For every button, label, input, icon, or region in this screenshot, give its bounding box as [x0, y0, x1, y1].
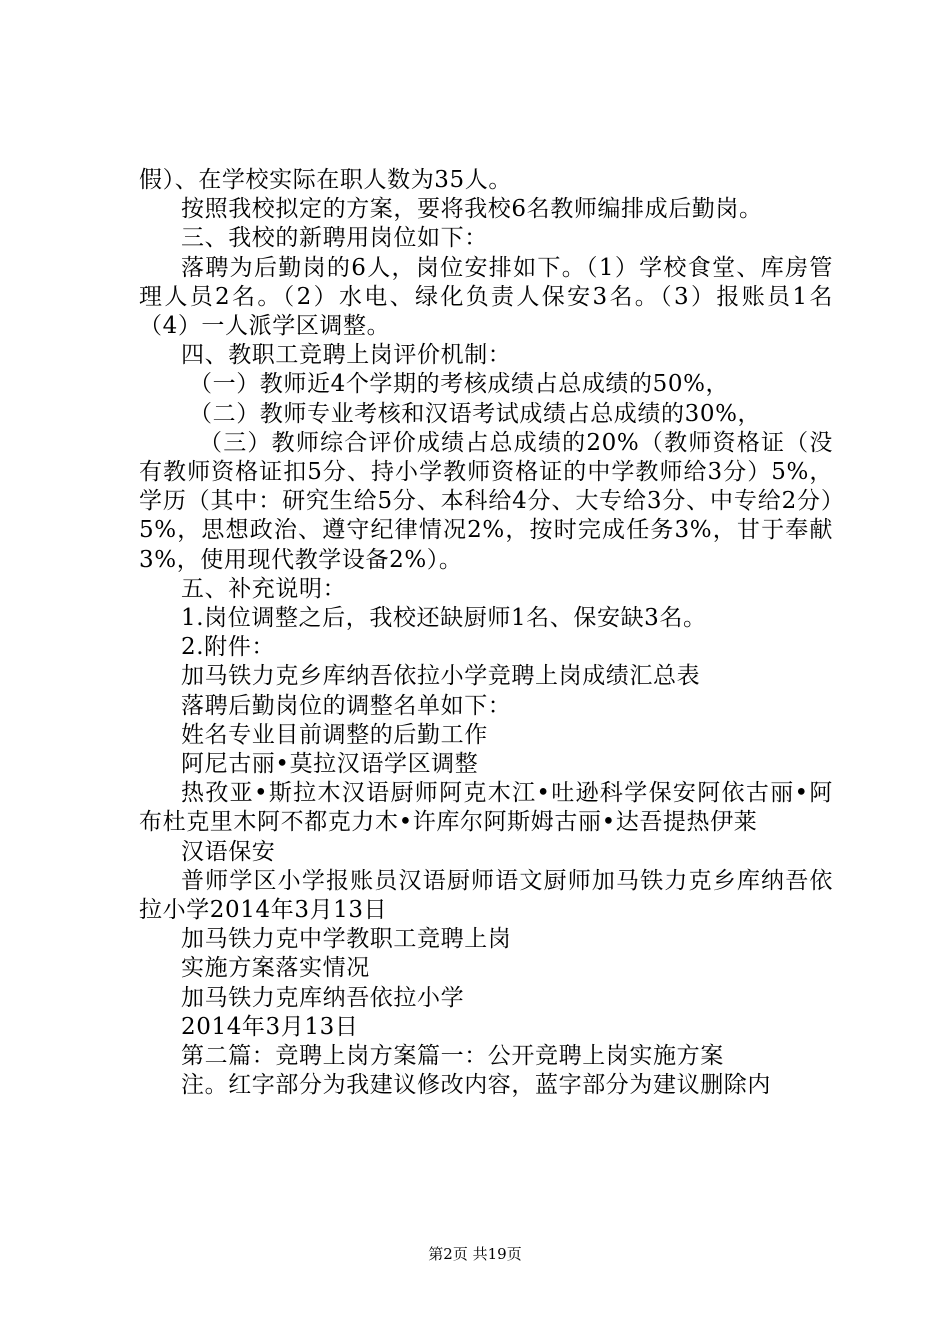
- list-entry: 汉语保安: [181, 838, 276, 865]
- list-entry: 普师学区小学报账员汉语厨师语文厨师加马铁力克乡库纳吾依拉小学2014年3月13日: [139, 867, 833, 924]
- list-entry: 热孜亚•斯拉木汉语厨师阿克木江•吐逊科学保安阿依古丽•阿布杜克里木阿不都克力木•许库尔阿斯姆古丽•达吾提热伊莱: [139, 780, 833, 836]
- paragraph-title-line: 加马铁力克中学教职工竞聘上岗: [181, 926, 512, 953]
- paragraph-attachment-title: 加马铁力克乡库纳吾依拉小学竞聘上岗成绩汇总表: [181, 663, 701, 690]
- heading-evaluation-mechanism: 四、教职工竞聘上岗评价机制：: [181, 342, 512, 369]
- paragraph-evaluation-1: （一）教师近4个学期的考核成绩占总成绩的50%，: [189, 371, 730, 398]
- paragraph-plan: 按照我校拟定的方案，要将我校6名教师编排成后勤岗。: [181, 196, 763, 223]
- paragraph-school-name: 加马铁力克库纳吾依拉小学: [181, 984, 465, 1011]
- paragraph-position-arrangement: 落聘为后勤岗的6人，岗位安排如下。（1）学校食堂、库房管理人员2名。（2）水电、绿化负责人保安3名。（3）报账员1名（4）一人派学区调整。: [139, 254, 833, 340]
- paragraph-list-intro: 落聘后勤岗位的调整名单如下：: [181, 692, 512, 719]
- paragraph-evaluation-3: （三）教师综合评价成绩占总成绩的20%（教师资格证（没有教师资格证扣5分、持小学教师资格证的中学教师给3分）5%，学历（其中：研究生给5分、本科给4分、大专给3分、中专给2分）5%，思想政治、遵守纪律情况2%，按时完成任务3%，甘于奉献3%，使用现代教学设备2%）。: [139, 429, 833, 573]
- heading-new-positions: 三、我校的新聘用岗位如下：: [181, 225, 488, 252]
- paragraph-title-line: 实施方案落实情况: [181, 955, 370, 982]
- heading-part-two: 第二篇：竞聘上岗方案篇一：公开竞聘上岗实施方案: [181, 1043, 724, 1070]
- paragraph-date: 2014年3月13日: [181, 1013, 359, 1040]
- list-header: 姓名专业目前调整的后勤工作: [181, 721, 488, 748]
- paragraph-note: 注。红字部分为我建议修改内容，蓝字部分为建议删除内: [181, 1072, 771, 1099]
- page-footer: 第2页 共19页: [428, 1245, 522, 1263]
- paragraph-evaluation-2: （二）教师专业考核和汉语考试成绩占总成绩的30%，: [189, 400, 762, 427]
- list-entry: 阿尼古丽•莫拉汉语学区调整: [181, 751, 479, 778]
- heading-supplementary: 五、补充说明：: [181, 575, 347, 602]
- paragraph-supplement-1: 1.岗位调整之后，我校还缺厨师1名、保安缺3名。: [181, 605, 707, 632]
- paragraph-supplement-2: 2.附件：: [181, 634, 275, 661]
- paragraph-continuation: 假）、在学校实际在职人数为35人。: [139, 167, 512, 193]
- document-body: [139, 166, 833, 1101]
